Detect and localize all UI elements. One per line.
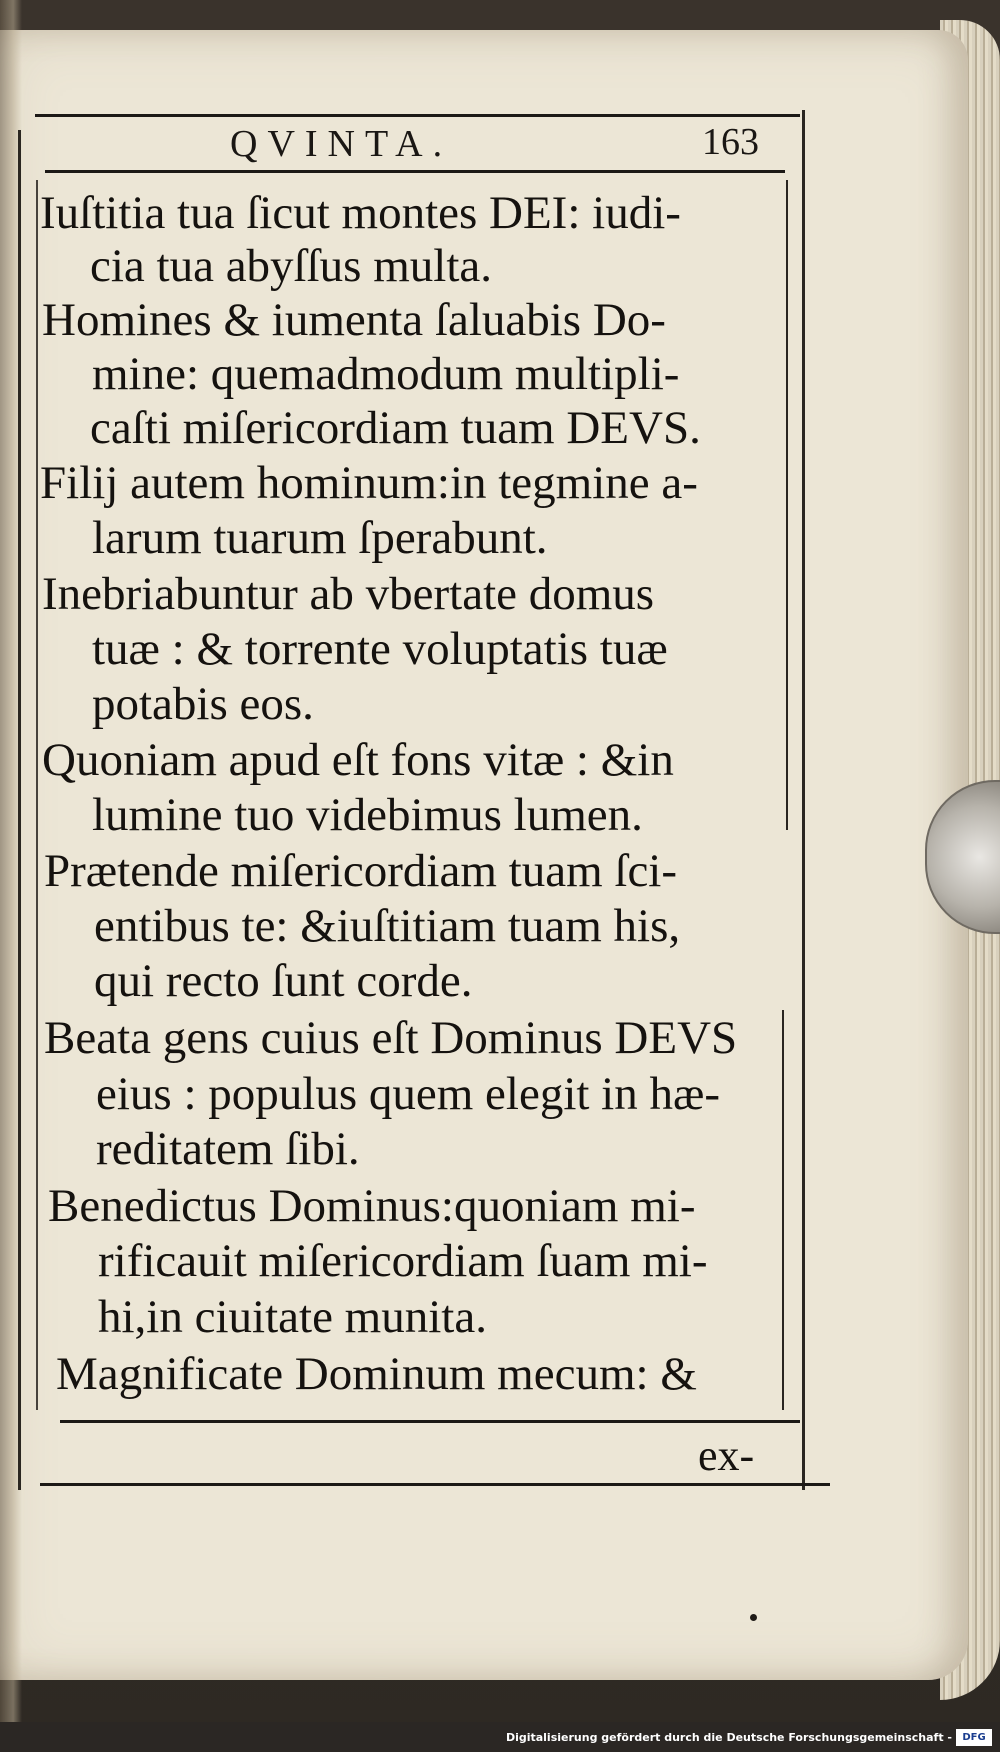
text-line: Inebriabuntur ab vbertate domus: [42, 568, 655, 620]
text-line: Prætende miſericordiam tuam ſci-: [44, 845, 678, 897]
text-line: reditatem ſibi.: [96, 1123, 360, 1175]
text-line: mine: quemadmodum multipli-: [92, 348, 680, 400]
text-line: Filij autem hominum:in tegmine a-: [40, 457, 698, 509]
dfg-logo: DFG: [956, 1729, 992, 1746]
text-line: eius : populus quem elegit in hæ-: [96, 1068, 720, 1120]
ink-dot: [750, 1614, 757, 1621]
text-line: Magnificate Dominum mecum: &: [56, 1348, 697, 1400]
text-line: caſti miſericordiam tuam DEVS.: [90, 402, 701, 454]
digitization-credit: Digitalisierung gefördert durch die Deutsche Forschungsgemeinschaft -: [505, 1731, 952, 1744]
text-line: Quoniam apud eſt fons vitæ : &in: [42, 734, 674, 786]
text-line: entibus te: &iuſtitiam tuam his,: [94, 900, 681, 952]
text-line: lumine tuo videbimus lumen.: [92, 789, 643, 841]
text-line: Benedictus Dominus:quoniam mi-: [48, 1180, 696, 1232]
text-line: hi,in ciuitate munita.: [98, 1291, 487, 1343]
text-line: Beata gens cuius eſt Dominus DEVS: [44, 1012, 738, 1064]
running-head: QVINTA.: [230, 123, 453, 165]
catchword: ex-: [698, 1431, 755, 1480]
text-line: potabis eos.: [92, 678, 314, 730]
text-line: tuæ : & torrente voluptatis tuæ: [92, 623, 668, 675]
text-line: Iuſtitia tua ſicut montes DEI: iudi-: [40, 187, 681, 239]
text-line: qui recto ſunt corde.: [94, 955, 473, 1007]
text-line: cia tua abyſſus multa.: [90, 240, 493, 292]
page-number: 163: [702, 121, 759, 163]
text-line: rificauit miſericordiam ſuam mi-: [98, 1235, 708, 1287]
text-line: larum tuarum ſperabunt.: [92, 512, 548, 564]
text-line: Homines & iumenta ſaluabis Do-: [42, 294, 666, 346]
